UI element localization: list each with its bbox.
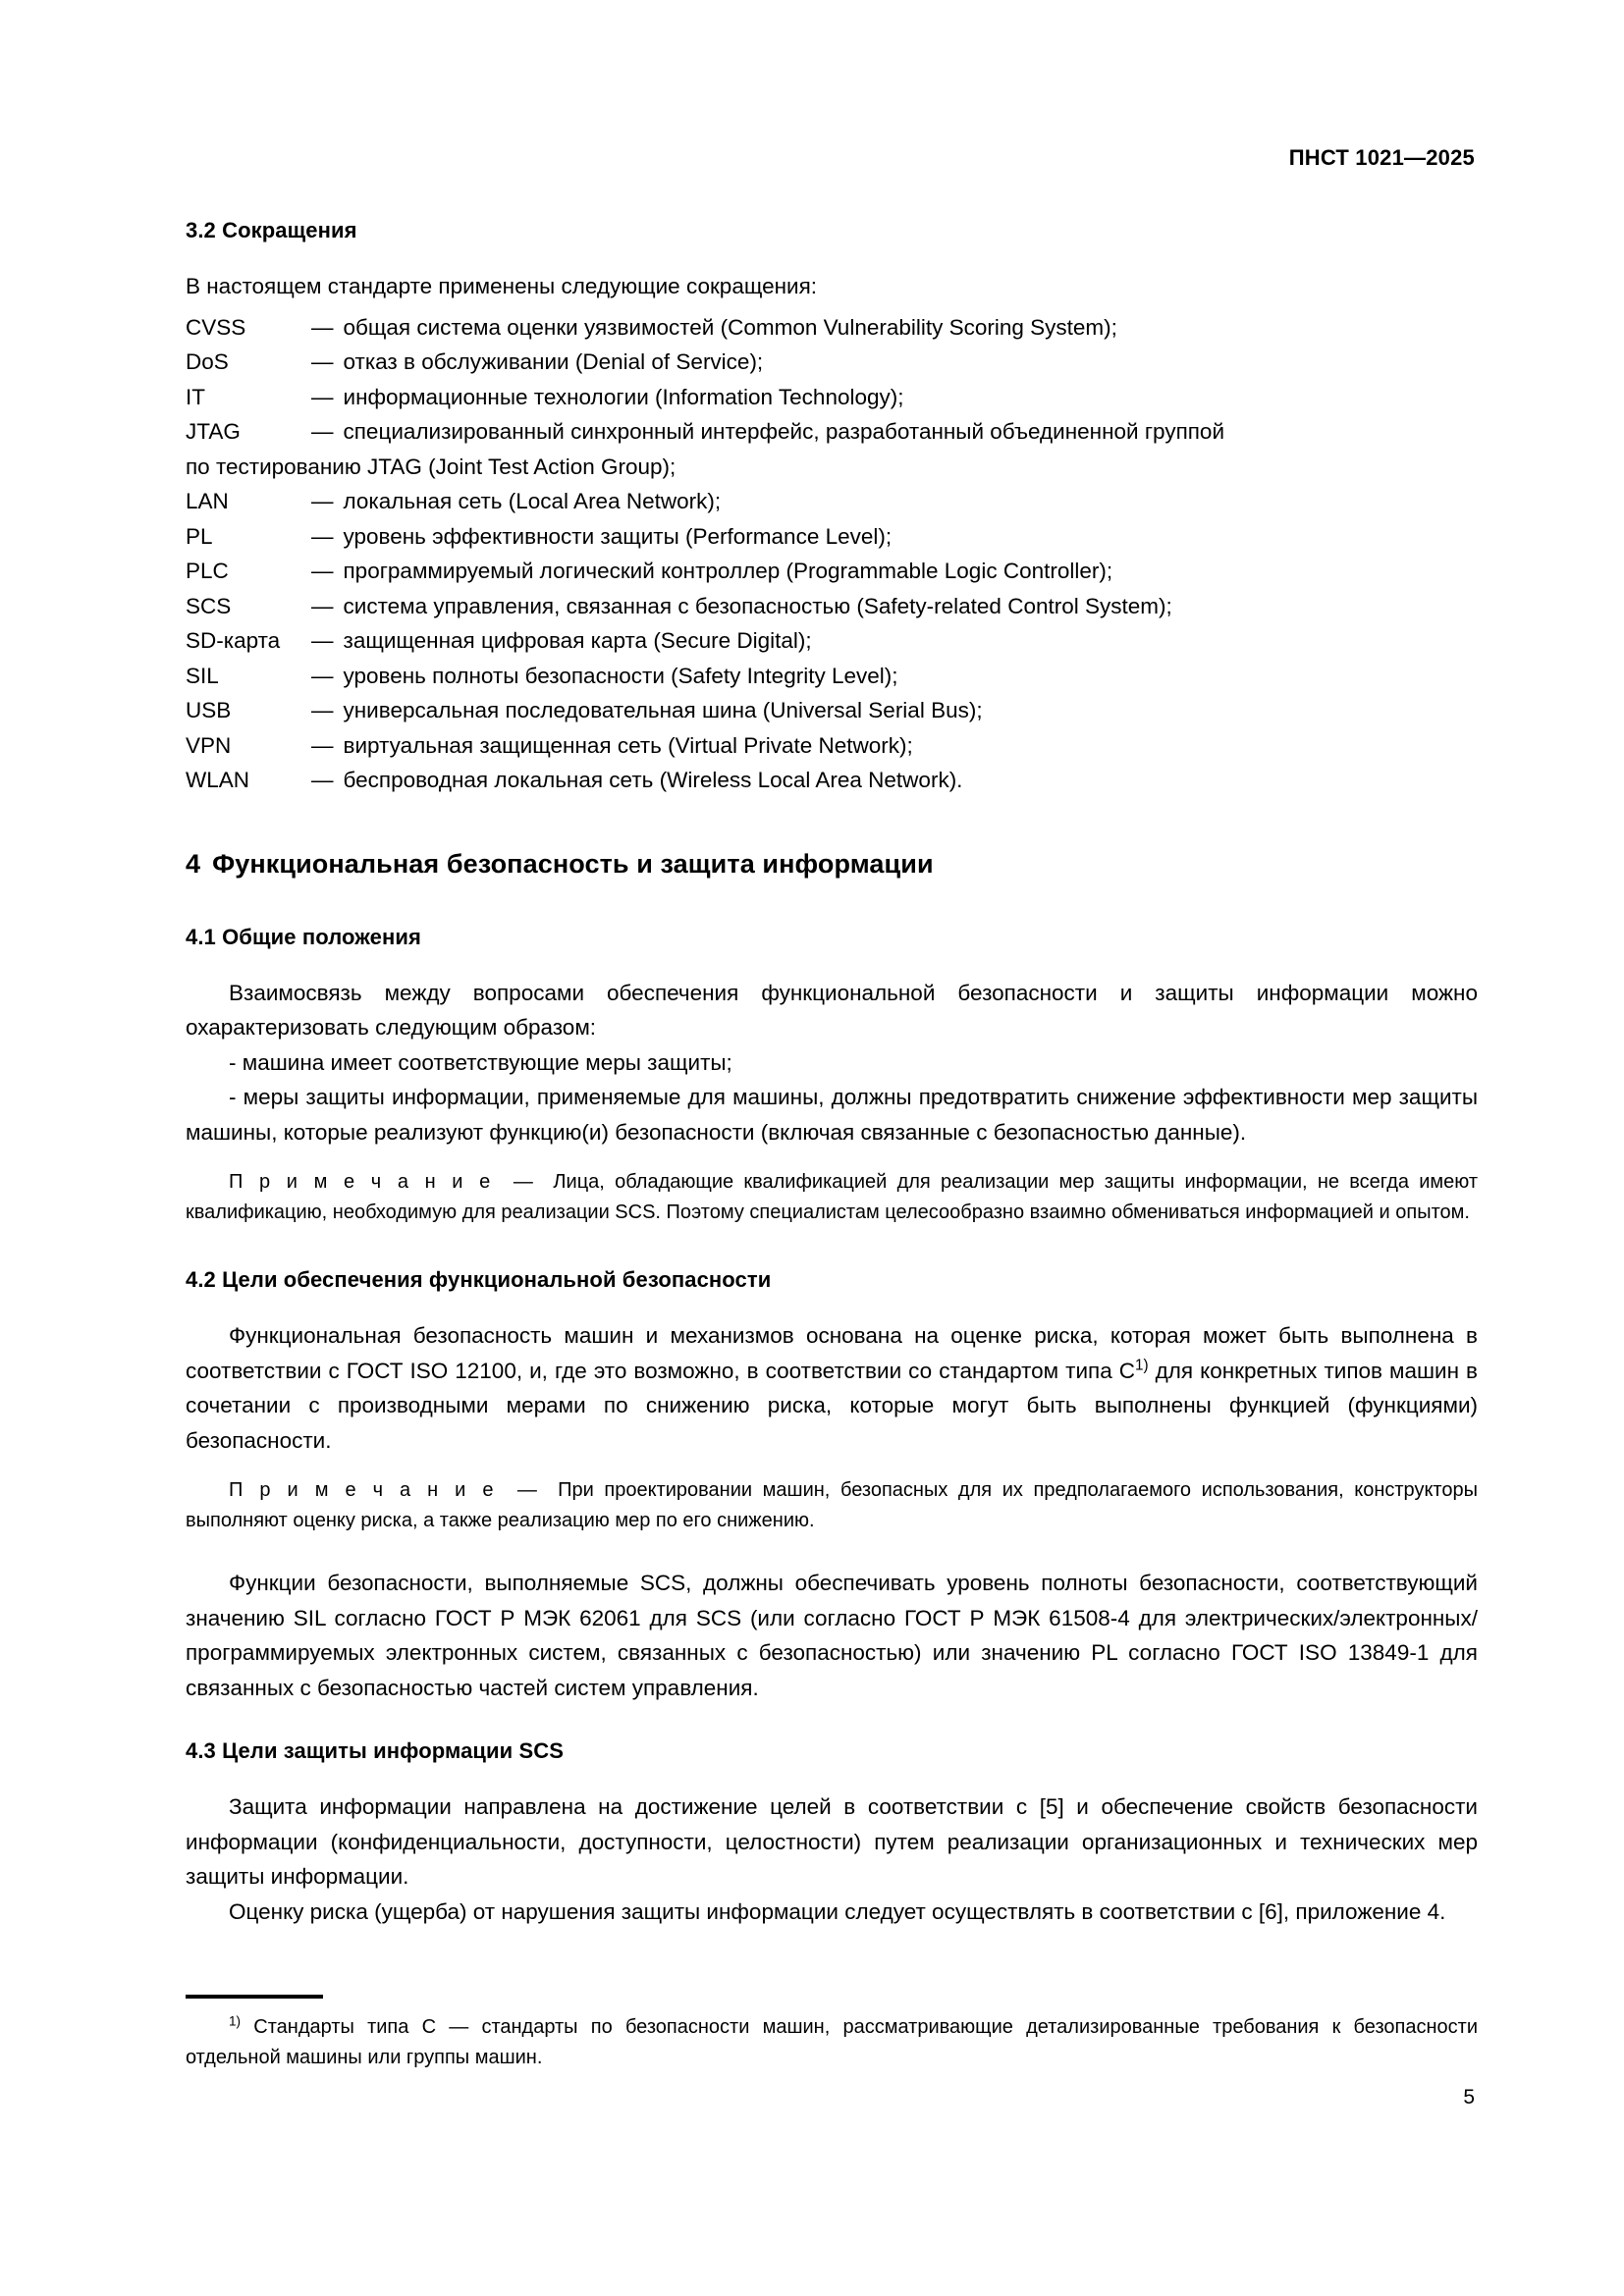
abbreviation-dash: — — [311, 559, 334, 583]
page-number: 5 — [1463, 2086, 1475, 2109]
abbreviation-continuation-row — [186, 450, 1224, 485]
note-dash: — — [516, 1479, 537, 1501]
abbreviation-definition: общая система оценки уязвимостей (Common Vulnerability Scoring System); — [343, 314, 1117, 340]
abbreviation-row — [186, 589, 1224, 624]
abbreviation-term: SD-карта — [186, 628, 281, 653]
footnote-body: Стандарты типа C — стандарты по безопасности машин, рассматривающие детализированные требования к безопасности отдельной машины или группы машин. — [186, 2016, 1478, 2068]
heading-3-2-abbreviations: 3.2 Сокращения — [186, 218, 357, 242]
paragraph-4-3-information-protection: Защита информации направлена на достижение целей в соответствии с [5] и обеспечение свойств безопасности информации (конфиденциальности, доступности, целостности) путем реализации организационных и технических мер защиты информации. — [186, 1794, 1478, 1889]
paragraph-4-2-part-b: для конкретных типов машин в сочетании с производными мерами по снижению риска, которые могут быть выполнены функцией (функциями) безопасности. — [186, 1358, 1478, 1453]
paragraph-4-1-intro: Взаимосвязь между вопросами обеспечения функциональной безопасности и защиты информации можно охарактеризовать следующим образом: — [186, 980, 1478, 1040]
footnote-marker-inline: 1) — [1135, 1357, 1149, 1373]
abbreviation-dash: — — [311, 628, 334, 653]
heading-4-1: 4.1 Общие положения — [186, 924, 421, 949]
abbreviation-definition-continued: по тестированию JTAG (Joint Test Action Group); — [186, 454, 677, 479]
paragraph-4-2-part-a: Функциональная безопасность машин и механизмов основана на оценке риска, которая может быть выполнена в соответствии с ГОСТ ISO 12100, и, где это возможно, в соответствии со стандартом типа C — [186, 1323, 1478, 1383]
bullet-information-protection-text: - меры защиты информации, применяемые для машины, должны предотвратить снижение эффективности мер защиты машины, которые реализуют функцию(и) безопасности (включая связанные с безопасностью данные). — [186, 1085, 1478, 1145]
abbreviation-term: JTAG — [186, 419, 241, 444]
abbreviation-term: WLAN — [186, 768, 250, 792]
note-label: П р и м е ч а н и е — [229, 1479, 497, 1501]
note-dash: — — [513, 1171, 533, 1193]
abbreviation-term: LAN — [186, 489, 229, 513]
note-text: Лица, обладающие квалификацией для реализации мер защиты информации, не всегда имеют квалификацию, необходимую для реализации SCS. Поэтому специалистам целесообразно взаимно обмениваться информацией и опытом. — [186, 1171, 1478, 1223]
paragraph-4-2-risk-assessment — [186, 1318, 1478, 1458]
note-text: При проектировании машин, безопасных для их предполагаемого использования, конструкторы выполняют оценку риска, а также реализацию мер по его снижению. — [186, 1479, 1478, 1531]
abbreviation-term: SCS — [186, 593, 232, 618]
abbreviation-definition: уровень полноты безопасности (Safety Integrity Level); — [343, 663, 898, 688]
abbreviation-term: SIL — [186, 663, 219, 688]
section-4-title: Функциональная безопасность и защита информации — [212, 848, 934, 879]
abbreviations-intro: В настоящем стандарте применены следующие сокращения: — [186, 274, 818, 298]
abbreviation-row — [186, 345, 1224, 380]
note-4-1 — [186, 1167, 1478, 1228]
abbreviation-term: CVSS — [186, 314, 246, 340]
abbreviation-dash: — — [311, 489, 334, 513]
abbreviation-dash: — — [311, 663, 334, 688]
abbreviation-row — [186, 693, 1224, 728]
abbreviation-term: PLC — [186, 559, 229, 583]
abbreviation-definition: система управления, связанная с безопасностью (Safety-related Control System); — [343, 593, 1172, 618]
bullet-information-protection — [186, 1080, 1478, 1149]
footnote-area — [186, 1995, 1478, 2073]
abbreviation-row — [186, 380, 1224, 415]
abbreviation-term: IT — [186, 384, 205, 409]
section-4-number: 4 — [186, 848, 201, 879]
note-4-2 — [186, 1475, 1478, 1536]
abbreviation-definition: уровень эффективности защиты (Performance Level); — [343, 523, 893, 549]
footnote-separator-rule — [186, 1995, 323, 1999]
abbreviation-definition: защищенная цифровая карта (Secure Digital); — [343, 628, 812, 653]
paragraph-4-2-sil-pl: Функции безопасности, выполняемые SCS, должны обеспечивать уровень полноты безопасности, соответствующий значению SIL согласно ГОСТ Р МЭК 62061 для SCS (или согласно ГОСТ Р МЭК 61508-4 для электрических/электронных/программируемых электронных систем, связанных с безопасностью) или значению PL согласно ГОСТ ISO 13849-1 для связанных с безопасностью частей систем управления. — [186, 1571, 1478, 1700]
abbreviation-definition: локальная сеть (Local Area Network); — [343, 489, 722, 513]
abbreviation-row — [186, 728, 1224, 764]
abbreviation-dash: — — [311, 732, 334, 758]
abbreviation-definition: информационные технологии (Information Technology); — [343, 384, 904, 409]
abbreviation-definition: виртуальная защищенная сеть (Virtual Private Network); — [343, 732, 913, 758]
abbreviation-row — [186, 763, 1224, 798]
abbreviation-definition: специализированный синхронный интерфейс, разработанный объединенной группой — [343, 419, 1225, 444]
abbreviation-row — [186, 414, 1224, 450]
heading-section-4 — [186, 849, 1478, 880]
abbreviation-term: USB — [186, 698, 232, 722]
abbreviation-definition: универсальная последовательная шина (Universal Serial Bus); — [343, 698, 983, 722]
abbreviation-definition: отказ в обслуживании (Denial of Service); — [343, 349, 764, 374]
abbreviation-row — [186, 554, 1224, 589]
abbreviation-dash: — — [311, 523, 334, 549]
heading-4-3: 4.3 Цели защиты информации SCS — [186, 1738, 565, 1763]
abbreviation-dash: — — [311, 593, 334, 618]
abbreviation-dash: — — [311, 768, 334, 792]
abbreviation-dash: — — [311, 419, 334, 444]
abbreviation-dash: — — [311, 698, 334, 722]
abbreviation-row — [186, 659, 1224, 694]
footnote-text — [186, 2012, 1478, 2073]
abbreviation-term: VPN — [186, 732, 232, 758]
abbreviation-row — [186, 519, 1224, 555]
paragraph-4-3-risk-evaluation: Оценку риска (ущерба) от нарушения защиты информации следует осуществлять в соответствии с [6], приложение 4. — [229, 1898, 1446, 1924]
footnote-marker: 1) — [229, 2013, 242, 2029]
abbreviation-row — [186, 623, 1224, 659]
abbreviations-table — [186, 310, 1224, 798]
abbreviation-term: PL — [186, 523, 213, 549]
abbreviation-term: DoS — [186, 349, 229, 374]
bullet-machine-protection: - машина имеет соответствующие меры защиты; — [229, 1049, 732, 1075]
abbreviation-row — [186, 310, 1224, 346]
abbreviation-dash: — — [311, 349, 334, 374]
abbreviation-definition: программируемый логический контроллер (Programmable Logic Controller); — [343, 559, 1113, 583]
abbreviation-row — [186, 484, 1224, 519]
abbreviation-definition: беспроводная локальная сеть (Wireless Local Area Network). — [343, 768, 963, 792]
running-header-standard-id: ПНСТ 1021—2025 — [1288, 145, 1475, 170]
note-label: П р и м е ч а н и е — [229, 1171, 494, 1193]
abbreviation-dash: — — [311, 314, 334, 340]
page-content — [186, 218, 1478, 1929]
abbreviation-dash: — — [311, 384, 334, 409]
heading-4-2: 4.2 Цели обеспечения функциональной безопасности — [186, 1267, 772, 1292]
